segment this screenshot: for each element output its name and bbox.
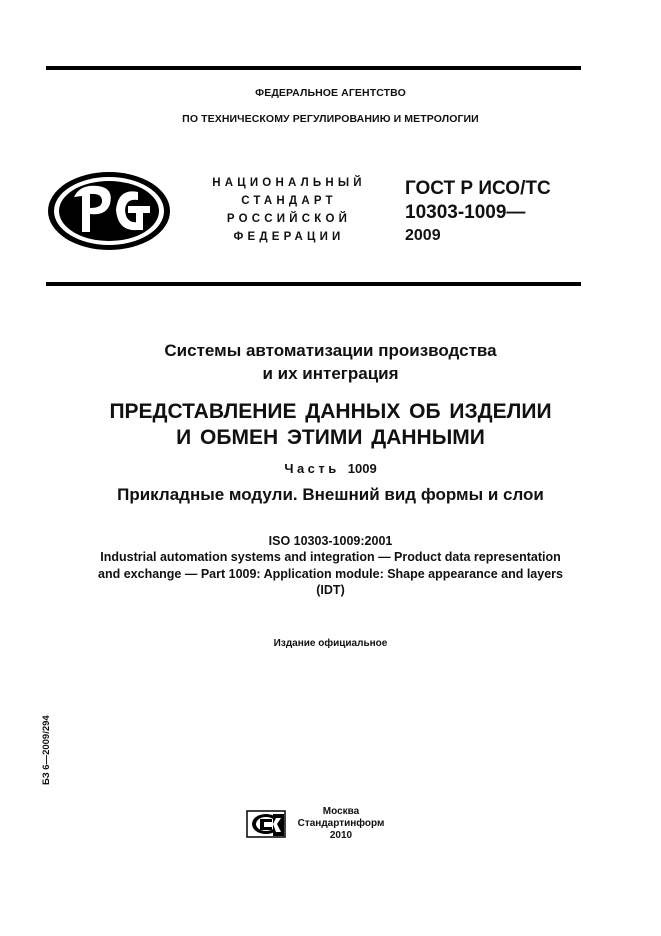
main-title-line-2: И ОБМЕН ЭТИМИ ДАННЫМИ [176, 426, 485, 449]
rst-gost-logo-icon [46, 170, 172, 252]
iso-code: ISO 10303-1009:2001 [268, 534, 393, 548]
agency-line-2: ПО ТЕХНИЧЕСКОМУ РЕГУЛИРОВАНИЮ И МЕТРОЛОГИИ [182, 113, 479, 125]
title-line-1: Системы автоматизации производства [164, 341, 497, 360]
edition-label: Издание официальное [273, 638, 388, 649]
standard-code-line-1: ГОСТ Р ИСО/ТС [405, 178, 551, 199]
publisher-year: 2010 [329, 830, 353, 841]
english-title-line-1: Industrial automation systems and integration — Product data representation [100, 550, 561, 564]
part-number: 1009 [347, 461, 377, 476]
publisher-name: Стандартинформ [297, 818, 385, 829]
national-standard-line-1: НАЦИОНАЛЬНЫЙ [212, 177, 366, 189]
national-standard-line-4: ФЕДЕРАЦИИ [233, 231, 345, 243]
national-standard-line-3: РОССИЙСКОЙ [226, 213, 352, 225]
main-title-line-1: ПРЕДСТАВЛЕНИЕ ДАННЫХ ОБ ИЗДЕЛИИ [109, 400, 552, 423]
publisher-city: Москва [322, 806, 360, 817]
side-code: БЗ 6—2009/294 [41, 715, 52, 785]
standartinform-logo-icon [246, 810, 286, 838]
middle-rule [46, 282, 581, 286]
english-title-line-3: (IDT) [316, 583, 345, 597]
english-title-line-2: and exchange — Part 1009: Application module: Shape appearance and layers [98, 567, 563, 581]
agency-line-1: ФЕДЕРАЛЬНОЕ АГЕНТСТВО [255, 87, 406, 99]
title-line-2: и их интеграция [262, 364, 399, 383]
top-rule [46, 66, 581, 70]
standard-code-line-2: 10303-1009— [405, 202, 526, 223]
part-label [0, 461, 661, 476]
part-word: Часть [284, 461, 340, 476]
national-standard-line-2: СТАНДАРТ [241, 195, 337, 207]
standard-code-year: 2009 [405, 227, 441, 244]
subtitle: Прикладные модули. Внешний вид формы и слои [117, 485, 544, 504]
